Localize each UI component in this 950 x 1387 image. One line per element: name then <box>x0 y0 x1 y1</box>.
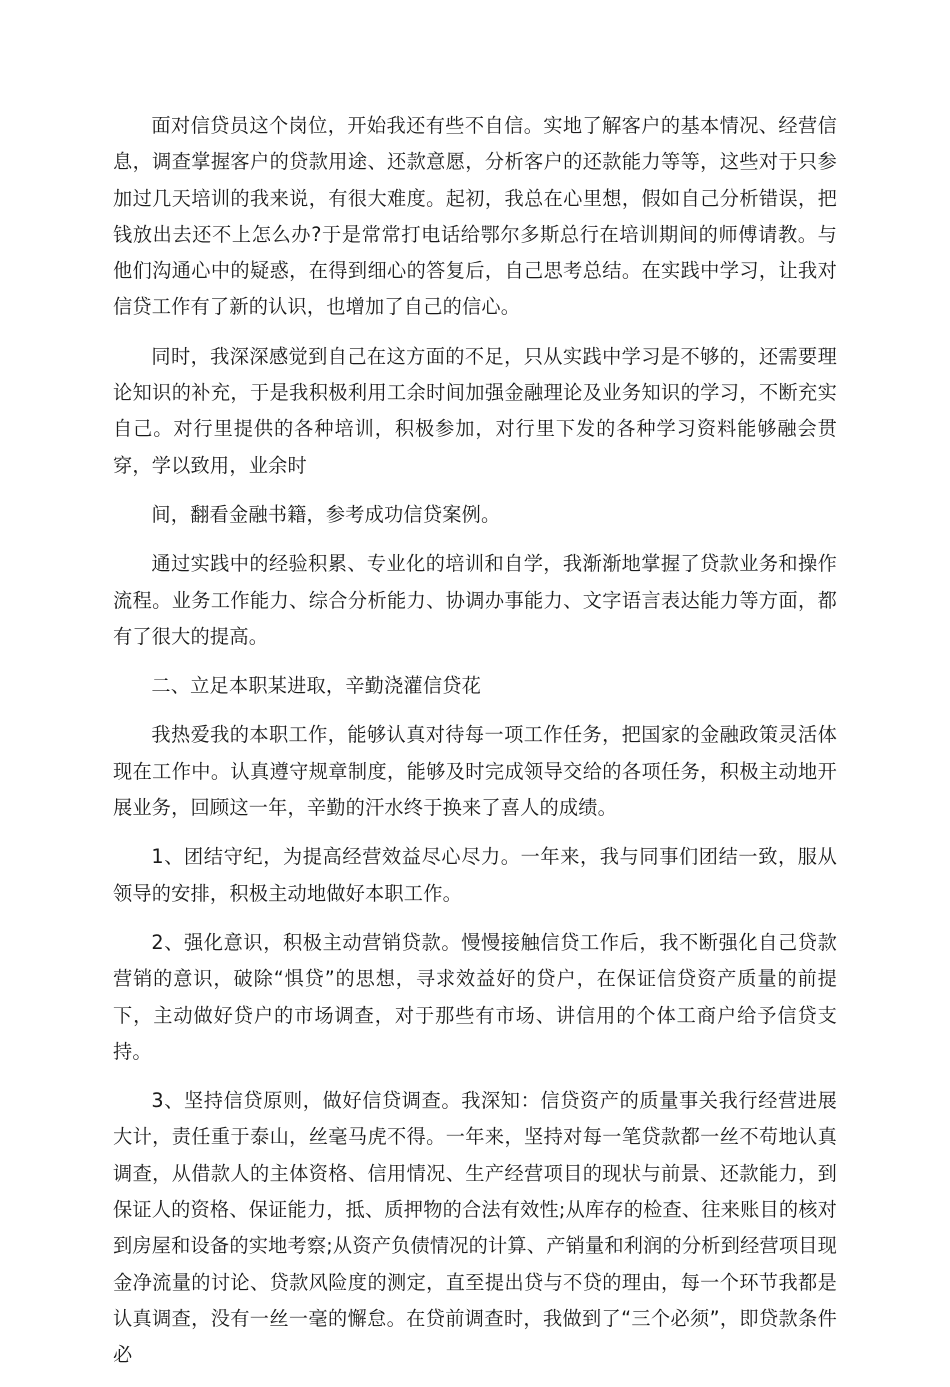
paragraph-study: 同时，我深深感觉到自己在这方面的不足，只从实践中学习是不够的，还需要理论知识的补充，于是我积极利用工余时间加强金融理论及业务知识的学习，不断充实自己。对行里提供的各种培训，积极参加，对行里下发的各种学习资料能够融会贯穿，学以致用，业余时 <box>113 344 837 477</box>
list-item-2: 2、强化意识，积极主动营销贷款。慢慢接触信贷工作后，我不断强化自己贷款营销的意识，破除“惧贷”的思想，寻求效益好的贷户，在保证信贷资产质量的前提下，主动做好贷户的市场调查，对于那些有市场、讲信用的个体工商户给予信贷支持。 <box>113 930 837 1063</box>
list-item-1: 1、团结守纪，为提高经营效益尽心尽力。一年来，我与同事们团结一致，服从领导的安排，积极主动地做好本职工作。 <box>113 845 837 905</box>
paragraph-improvement: 通过实践中的经验积累、专业化的培训和自学，我渐渐地掌握了贷款业务和操作流程。业务工作能力、综合分析能力、协调办事能力、文字语言表达能力等方面，都有了很大的提高。 <box>113 552 837 648</box>
section-heading-2: 二、立足本职某进取，辛勤浇灌信贷花 <box>151 674 481 698</box>
document-body <box>113 108 837 1387</box>
paragraph-love-work: 我热爱我的本职工作，能够认真对待每一项工作任务，把国家的金融政策灵活体现在工作中。认真遵守规章制度，能够及时完成领导交给的各项任务，积极主动地开展业务，回顾这一年，辛勤的汗水终于换来了喜人的成绩。 <box>113 723 837 820</box>
paragraph-confidence: 面对信贷员这个岗位，开始我还有些不自信。实地了解客户的基本情况、经营信息，调查掌握客户的贷款用途、还款意愿，分析客户的还款能力等等，这些对于只参加过几天培训的我来说，有很大难度。起初，我总在心里想，假如自己分析错误，把钱放出去还不上怎么办?于是常常打电话给鄂尔多斯总行在培训期间的师傅请教。与他们沟通心中的疑惑，在得到细心的答复后，自己思考总结。在实践中学习，让我对信贷工作有了新的认识，也增加了自己的信心。 <box>113 114 837 319</box>
paragraph-study-continued: 间，翻看金融书籍，参考成功信贷案例。 <box>151 502 501 526</box>
list-item-3: 3、坚持信贷原则，做好信贷调查。我深知：信贷资产的质量事关我行经营进展大计，责任重于泰山，丝毫马虎不得。一年来，坚持对每一笔贷款都一丝不苟地认真调查，从借款人的主体资格、信用情况、生产经营项目的现状与前景、还款能力，到保证人的资格、保证能力，抵、质押物的合法有效性;从库存的检查、往来账目的核对到房屋和设备的实地考察;从资产负债情况的计算、产销量和利润的分析到经营项目现金净流量的讨论、贷款风险度的测定，直至提出贷与不贷的理由，每一个环节我都是认真调查，没有一丝一毫的懈怠。在贷前调查时，我做到了“三个必须”，即贷款条件必 <box>113 1089 838 1367</box>
